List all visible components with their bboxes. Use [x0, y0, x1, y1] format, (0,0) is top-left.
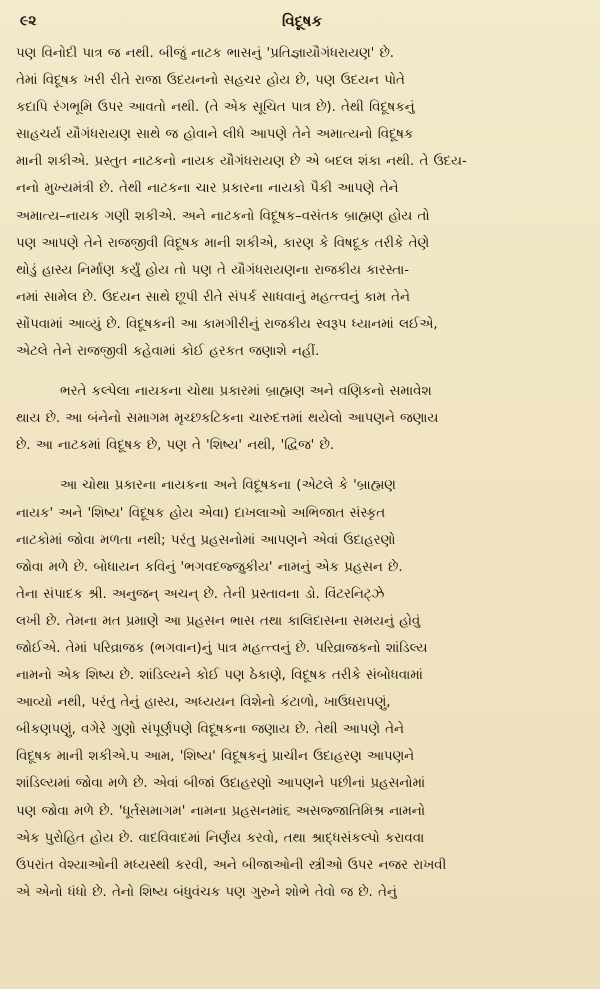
- paragraph-2: [16, 378, 588, 459]
- page-header: [16, 10, 588, 40]
- text-line: પણ આપણે તેને રાજજીવી વિદૂષક માની શકીએ, કારણ કે વિષદૂક તરીકે તેણે: [16, 235, 430, 251]
- text-line: છે. આ નાટકમાં વિદૂષક છે, પણ તે 'શિષ્ય' નથી, 'દ્વિજ' છે.: [16, 438, 335, 454]
- text-line: પણ વિનોદી પાત્ર જ નથી. બીજું નાટક ભાસનું 'પ્રતિજ્ઞાયૌગંધરાયણ' છે.: [16, 46, 395, 61]
- text-line: થોડું હાસ્ય નિર્માણ કર્યું હોય તો પણ તે યૌગંધરાયણના રાજકીય કારસ્તા-: [16, 262, 410, 278]
- text-line: નનો મુખ્યમંત્રી છે. તેથી નાટકના ચાર પ્રકારના નાયકો પૈકી આપણે તેને: [16, 181, 399, 197]
- text-line: લખી છે. તેમના મત પ્રમાણે આ પ્રહસન ભાસ તથા કાલિદાસના સમયનું હોવું: [16, 613, 421, 629]
- text-line: તેમાં વિદૂષક ખરી રીતે રાજા ઉદયનનો સહચર હોય છે, પણ ઉદયન પોતે: [16, 73, 405, 89]
- text-line: નામનો એક શિષ્ય છે. શાંડિલ્યને કોઈ પણ ઠેકાણે, વિદૂષક તરીકે સંબોધવામાં: [16, 668, 423, 684]
- text-line: એ એનો ધંધો છે. તેનો શિષ્ય બંધુવંચક પણ ગુરુને શોભે તેવો જ છે. તેનું: [16, 884, 397, 900]
- paragraph-3: [16, 472, 588, 906]
- text-line: આ ચોથા પ્રકારના નાયકના અને વિદૂષકના (એટલે કે 'બ્રાહ્મણ: [60, 478, 396, 494]
- paragraph-1: [16, 40, 588, 365]
- text-line: જોઈએ. તેમાં પરિવ્રાજક (ભગવાન)નું પાત્ર મહત્ત્વનું છે. પરિવ્રાજકનો શાંડિલ્ય: [16, 640, 428, 656]
- text-line: વિદૂષક માની શકીએ.૫ આમ, 'શિષ્ય' વિદૂષકનું પ્રાચીન ઉદાહરણ આપણને: [16, 749, 415, 765]
- paragraph-gap: [16, 365, 588, 378]
- text-line: નાયક' અને 'શિષ્ય' વિદૂષક હોય એવા) દાખલાઓ અભિજાત સંસ્કૃત: [16, 505, 386, 521]
- text-line: નમાં સામેલ છે. ઉદયન સાથે છૂપી રીતે સંપર્ક સાધવાનું મહત્ત્વનું કામ તેને: [16, 289, 410, 305]
- text-line: થાય છે. આ બંનેનો સમાગમ મૃચ્છકટિકના ચારુદત્તમાં થયેલો આપણને જણાય: [16, 411, 439, 427]
- text-line: આવ્યો નથી, પરંતુ તેનું હાસ્ય, અધ્યયન વિશેનો કંટાળો, ખાઉધરાપણું,: [16, 695, 391, 711]
- text-line: સોંપવામાં આવ્યું છે. વિદૂષકની આ કામગીરીનું રાજકીય સ્વરૂપ ધ્યાનમાં લઈએ,: [16, 316, 438, 332]
- running-title: વિદૂષક: [281, 12, 323, 30]
- text-line: એટલે તેને રાજજીવી કહેવામાં કોઈ હરકત જણાશે નહીં.: [16, 344, 320, 360]
- text-line: જોવા મળે છે. બોધાયન કવિનું 'ભગવદજ્જુકીય' નામનું એક પ્રહસન છે.: [16, 559, 403, 575]
- text-line: એક પુરોહિત હોય છે. વાદવિવાદમાં નિર્ણય કરવો, તથા શ્રાદ્ધસંકલ્પો કરાવવા: [16, 830, 425, 846]
- page-number: ૯૨: [20, 13, 37, 29]
- text-line: શાંડિલ્યમાં જોવા મળે છે. એવાં બીજાં ઉદાહરણો આપણને પછીનાં પ્રહસનોમાં: [16, 776, 426, 792]
- text-line: સાહચર્ય યૌગંધરાયણ સાથે જ હોવાને લીધે આપણે તેને અમાત્યનો વિદૂષક: [16, 127, 414, 143]
- text-line: બીકણપણું, વગેરે ગુણો સંપૂર્ણપણે વિદૂષકના જણાય છે. તેથી આપણે તેને: [16, 722, 404, 738]
- text-line: નાટકોમાં જોવા મળતા નથી; પરંતુ પ્રહસનોમાં આપણને એવાં ઉદાહરણો: [16, 532, 396, 548]
- paragraph-gap: [16, 459, 588, 472]
- text-line: તેના સંપાદક શ્રી. અનુજન્ અચન્ છે. તેની પ્રસ્તાવના ડો. વિંટરનિટ્ઝે: [16, 586, 385, 602]
- text-line: કદાપિ રંગભૂમિ ઉપર આવતો નથી. (તે એક સૂચિત પાત્ર છે). તેથી વિદૂષકનું: [16, 100, 415, 116]
- body-text: [16, 40, 588, 906]
- text-line: ઉપરાંત વેશ્યાઓની મધ્યસ્થી કરવી, અને બીજાઓની સ્ત્રીઓ ઉપર નજર રાખવી: [16, 857, 447, 873]
- text-line: અમાત્ય–નાયક ગણી શકીએ. અને નાટકનો વિદૂષક–વસંતક બ્રાહ્મણ હોય તો: [16, 208, 430, 224]
- text-line: ભરતે કલ્પેલા નાયકના ચોથા પ્રકારમાં બ્રાહ્મણ અને વણિકનો સમાવેશ: [60, 384, 432, 400]
- text-line: માની શકીએ. પ્રસ્તુત નાટકનો નાયક યૌગંધરાયણ છે એ બદલ શંકા નથી. તે ઉદય-: [16, 154, 467, 170]
- text-line: પણ જોવા મળે છે. 'ધૂર્તસમાગમ' નામના પ્રહસનમાં૬ અસજ્જાતિમિશ્ર નામનો: [16, 803, 426, 819]
